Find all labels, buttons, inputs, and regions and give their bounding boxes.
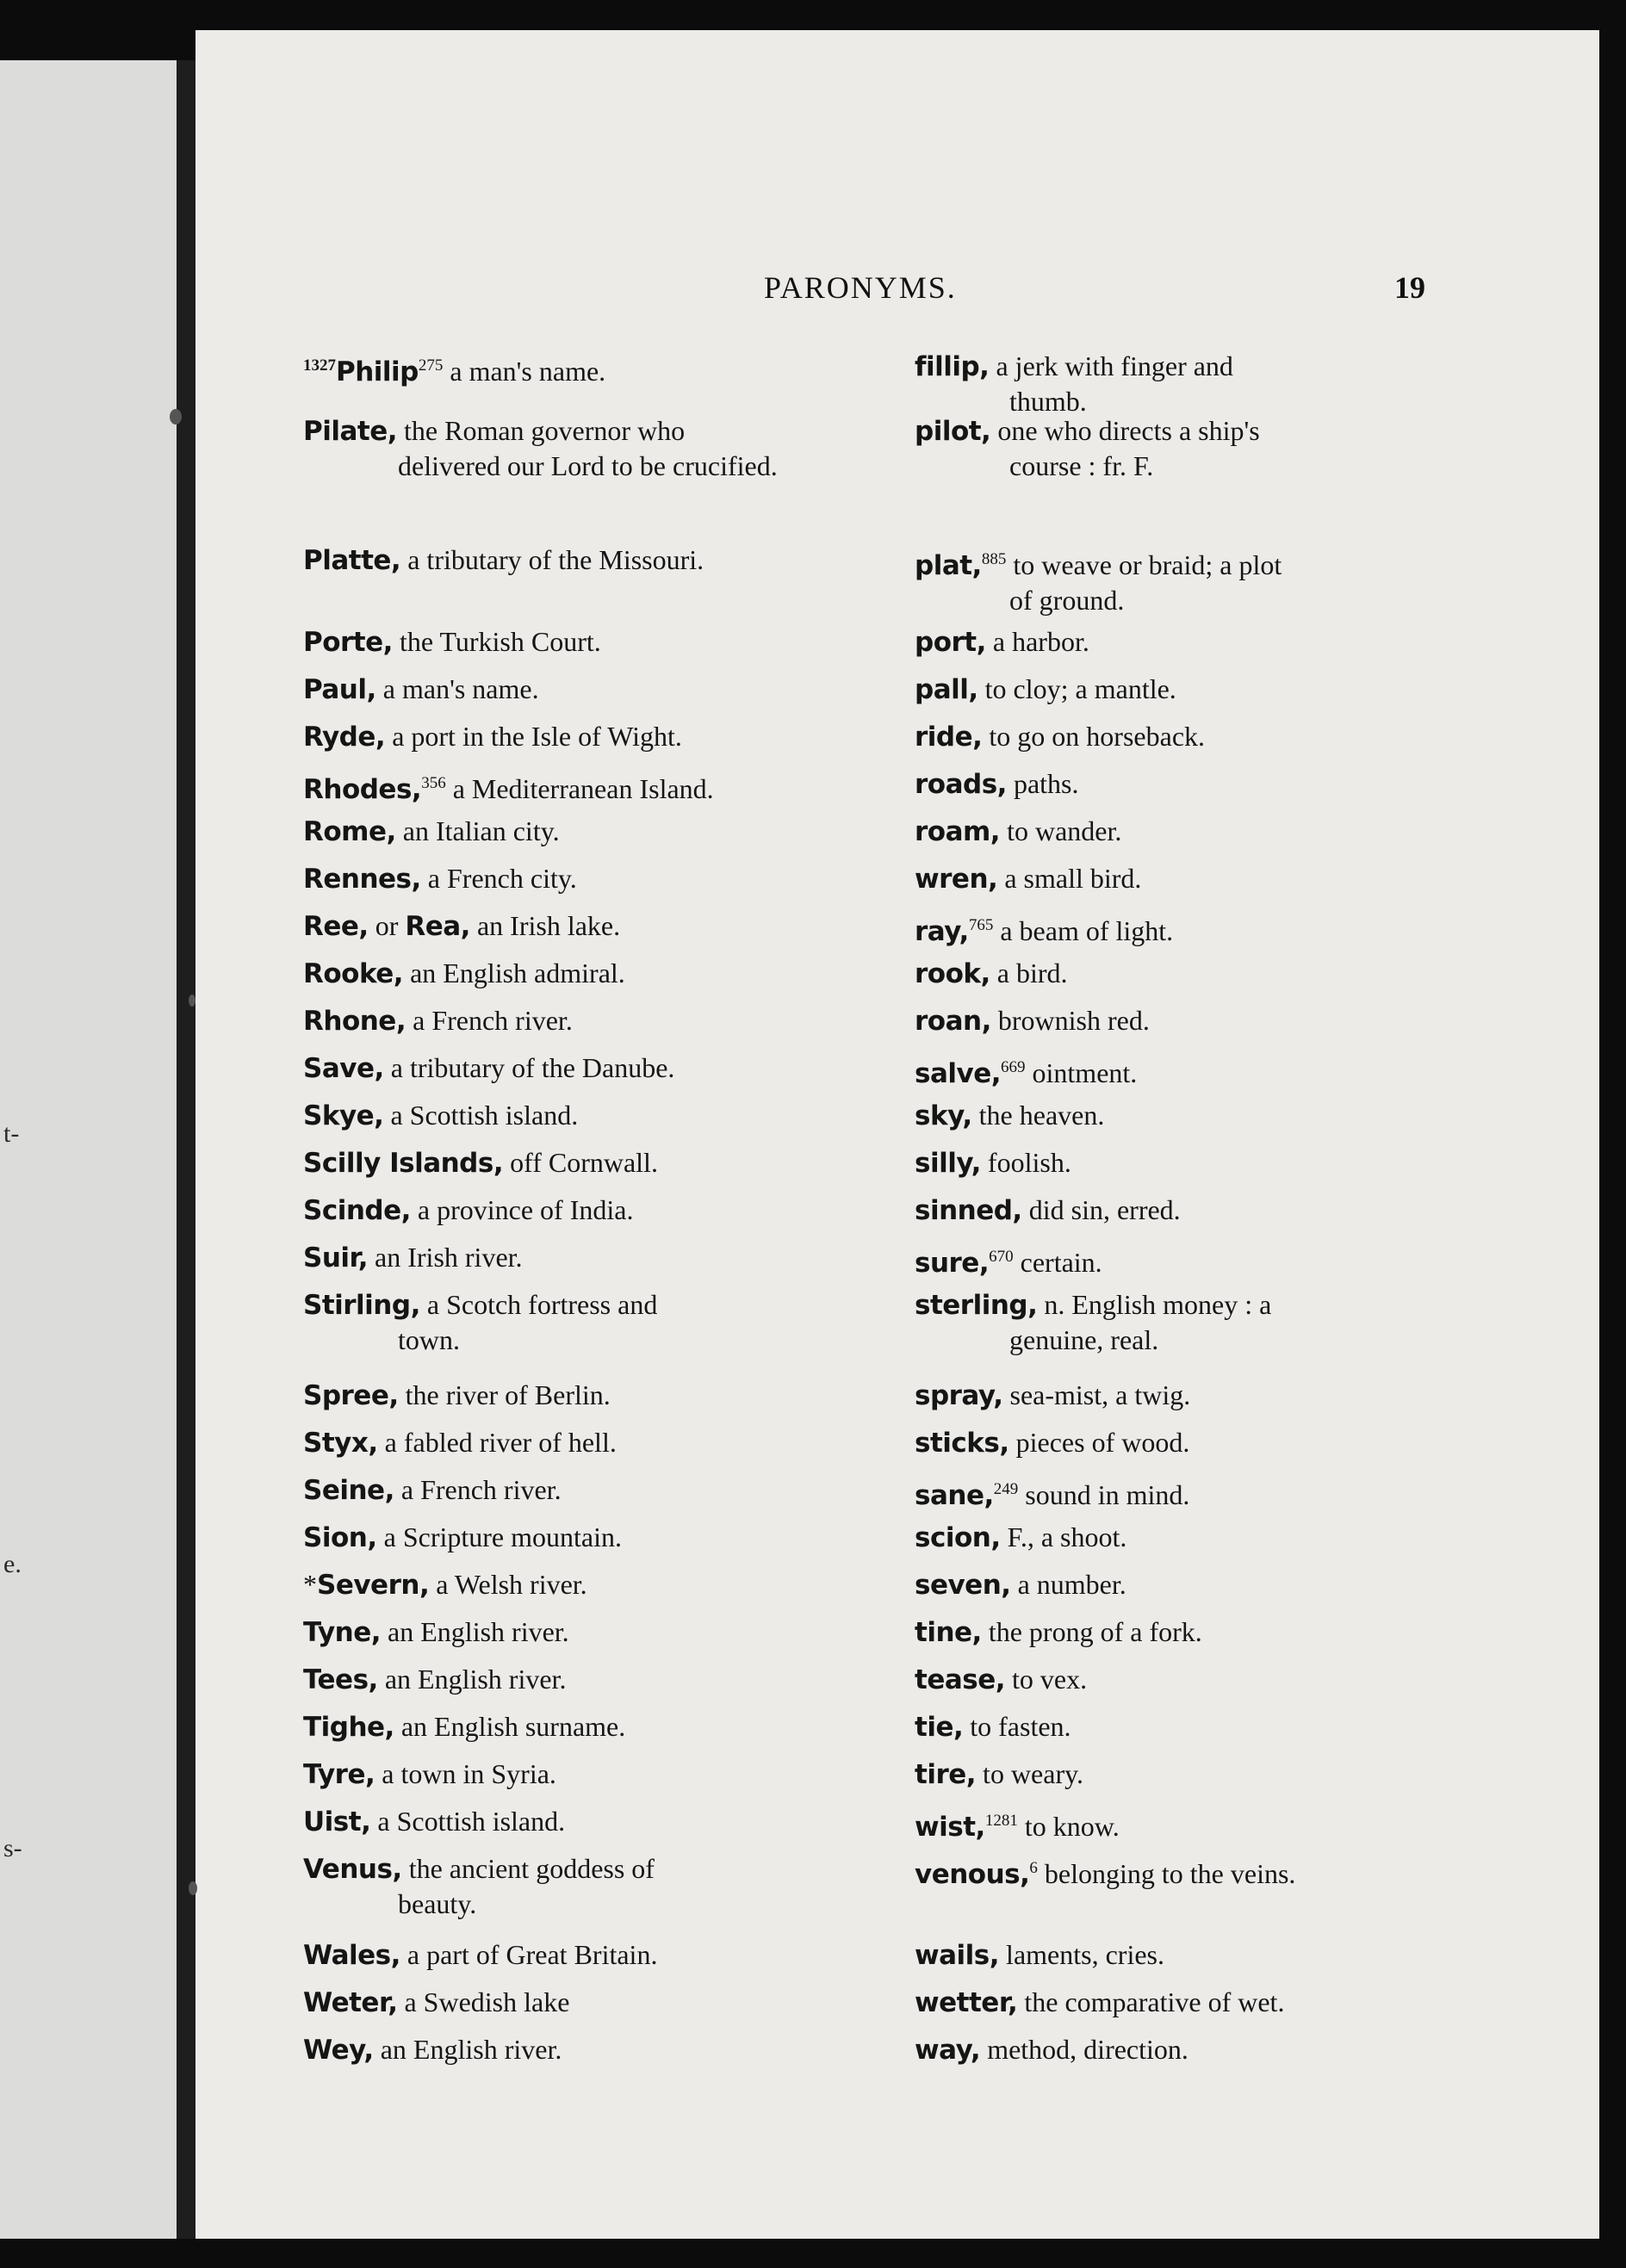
paronym-entry — [303, 1567, 854, 1602]
paronym-entry — [915, 1378, 1509, 1413]
entry-definition: an English surname. — [394, 1711, 626, 1742]
paronym-entry — [915, 1050, 1509, 1091]
entry-headword: ray, — [915, 916, 969, 947]
entry-definition-continuation: thumb. — [1009, 386, 1087, 417]
entry-headword: wist, — [915, 1812, 985, 1843]
page-number: 19 — [1394, 270, 1425, 305]
paronym-entry — [915, 1614, 1509, 1650]
entry-definition: the ancient goddess of — [401, 1853, 655, 1884]
paronym-entry — [303, 861, 854, 896]
entry-definition: a Scottish island. — [383, 1100, 579, 1131]
entry-definition: a Mediterranean Island. — [445, 773, 714, 804]
entry-definition-continuation: beauty. — [398, 1888, 477, 1919]
entry-definition: method, direction. — [980, 2034, 1188, 2065]
entry-reference-number: 669 — [1001, 1058, 1026, 1076]
entry-headword: Wey, — [303, 2035, 374, 2066]
entry-definition: belonging to the veins. — [1037, 1858, 1296, 1889]
paronym-entry — [303, 1472, 854, 1508]
entry-definition: the prong of a fork. — [981, 1616, 1202, 1647]
paronym-entry — [915, 1003, 1509, 1038]
entry-definition: to vex. — [1005, 1664, 1088, 1695]
entry-headword: sane, — [915, 1480, 994, 1511]
entry-headword: tease, — [915, 1664, 1006, 1695]
paronym-entry — [915, 1567, 1509, 1602]
entry-headword: Sion, — [303, 1522, 377, 1553]
left-page-fragment: e. — [3, 1550, 22, 1578]
paronym-entry — [303, 1050, 854, 1086]
entry-headword: Venus, — [303, 1854, 402, 1885]
entry-headword: Scinde, — [303, 1195, 411, 1226]
entry-headword: Rhodes, — [303, 774, 422, 805]
entry-definition: pieces of wood. — [1008, 1427, 1190, 1458]
entry-headword: Tyne, — [303, 1617, 382, 1648]
entry-definition: a tributary of the Missouri. — [400, 544, 704, 575]
entry-reference-number: 1281 — [984, 1812, 1018, 1830]
entry-headword: Styx, — [303, 1428, 378, 1459]
entry-definition: a number. — [1010, 1569, 1126, 1600]
entry-definition: a French river. — [394, 1474, 562, 1505]
paronym-entry — [303, 1145, 854, 1180]
entry-definition: a Scripture mountain. — [376, 1521, 622, 1552]
paronym-entry — [303, 1378, 854, 1413]
entry-marker: * — [303, 1569, 317, 1600]
entry-headword: pilot, — [915, 416, 991, 447]
paronym-entry — [915, 1287, 1509, 1357]
entry-headword: roan, — [915, 1006, 991, 1037]
entry-definition: a small bird. — [997, 863, 1142, 894]
entry-headword: silly, — [915, 1148, 981, 1179]
paronym-entry — [303, 413, 854, 483]
entry-definition: or — [368, 910, 406, 941]
paronym-entry — [915, 1193, 1509, 1228]
paronym-entry — [915, 861, 1509, 896]
entry-definition: F., a shoot. — [1000, 1521, 1127, 1552]
entry-definition: the heaven. — [971, 1100, 1105, 1131]
entry-headword: tie, — [915, 1712, 964, 1743]
entry-definition-continuation: of ground. — [1009, 585, 1125, 616]
paronym-entry — [303, 1614, 854, 1650]
paronym-entry — [303, 1709, 854, 1744]
paronym-entry — [303, 624, 854, 660]
entry-definition: to fasten. — [963, 1711, 1071, 1742]
entry-definition-continuation: genuine, real. — [1009, 1324, 1159, 1355]
entry-definition: a Welsh river. — [429, 1569, 587, 1600]
paronym-entry — [915, 956, 1509, 991]
entry-headword: sinned, — [915, 1195, 1022, 1226]
paronym-entry — [303, 1757, 854, 1792]
paronym-entry — [303, 1193, 854, 1228]
paronym-entry — [303, 908, 854, 944]
entry-headword: Suir, — [303, 1242, 369, 1273]
paronym-entry — [303, 1985, 854, 2020]
paronym-entry — [915, 1757, 1509, 1792]
paronym-entry — [303, 1003, 854, 1038]
paronym-entry — [915, 349, 1509, 418]
entry-headword: roam, — [915, 816, 1001, 847]
entry-definition: a Scotch fortress and — [419, 1289, 658, 1320]
paronym-entry — [303, 1804, 854, 1839]
entry-headword: wails, — [915, 1940, 1000, 1971]
paronym-entry — [915, 1937, 1509, 1973]
entry-definition: a fabled river of hell. — [377, 1427, 617, 1458]
entry-headword: Seine, — [303, 1475, 394, 1506]
print-speck — [170, 409, 182, 424]
entry-headword: spray, — [915, 1380, 1003, 1411]
entry-reference-number: 356 — [421, 774, 446, 792]
entry-headword: Philip — [336, 356, 419, 387]
entry-definition: a man's name. — [375, 673, 539, 704]
paronym-entry — [303, 766, 854, 807]
entry-definition: brownish red. — [990, 1005, 1150, 1036]
entry-headword: Stirling, — [303, 1290, 420, 1321]
paronym-entry — [915, 1520, 1509, 1555]
entry-headword: wren, — [915, 864, 998, 895]
entry-definition: to wander. — [1000, 815, 1122, 846]
entry-reference-number: 885 — [981, 550, 1007, 568]
entry-definition: the river of Berlin. — [398, 1379, 611, 1410]
paronym-entry — [303, 542, 854, 578]
entry-definition: to weave or braid; a plot — [1006, 549, 1282, 580]
paronym-entry — [915, 719, 1509, 754]
paronym-entry — [915, 413, 1509, 483]
paronym-entry — [303, 814, 854, 849]
paronym-entry — [303, 1240, 854, 1275]
entry-definition: an Italian city. — [395, 815, 560, 846]
paronym-entry — [915, 814, 1509, 849]
print-speck — [189, 995, 195, 1007]
entry-headword: sterling, — [915, 1290, 1038, 1321]
entry-definition: a town in Syria. — [375, 1758, 556, 1789]
entry-definition-continuation: town. — [398, 1324, 460, 1355]
entry-definition: a jerk with finger and — [989, 350, 1233, 381]
entry-headword: roads, — [915, 769, 1007, 800]
entry-definition: one who directs a ship's — [990, 415, 1260, 446]
paronym-entry — [915, 542, 1509, 617]
entry-definition: laments, cries. — [999, 1939, 1164, 1970]
entry-headword: Porte, — [303, 627, 393, 658]
entry-reference-number: 275 — [418, 356, 444, 375]
entry-reference-number: 249 — [993, 1480, 1019, 1498]
entry-headword: Tyre, — [303, 1759, 375, 1790]
entry-headword: Rome, — [303, 816, 396, 847]
paronym-entry — [915, 1145, 1509, 1180]
paronym-entry — [303, 1662, 854, 1697]
entry-headword: Skye, — [303, 1100, 384, 1131]
entry-headword: Ryde, — [303, 722, 386, 753]
entry-headword: Rennes, — [303, 864, 421, 895]
entry-number: 1327 — [303, 356, 336, 375]
entry-headword: Spree, — [303, 1380, 399, 1411]
entry-headword: sticks, — [915, 1428, 1009, 1459]
paronym-entry — [915, 1240, 1509, 1280]
entry-headword: Paul, — [303, 674, 376, 705]
entry-definition: a beam of light. — [993, 915, 1174, 946]
paronym-entry — [303, 349, 854, 389]
entry-headword: tine, — [915, 1617, 982, 1648]
book-page — [195, 30, 1599, 2239]
entry-definition: a man's name. — [443, 356, 606, 387]
entry-definition: to cloy; a mantle. — [977, 673, 1176, 704]
entry-headword: salve, — [915, 1058, 1002, 1089]
entry-headword: Tees, — [303, 1664, 378, 1695]
entry-definition: the Turkish Court. — [392, 626, 601, 657]
entry-definition: the Roman governor who — [397, 415, 686, 446]
print-speck — [189, 1881, 197, 1895]
entry-headword: wetter, — [915, 1987, 1018, 2018]
paronym-entry — [303, 1425, 854, 1460]
entry-headword: Scilly Islands, — [303, 1148, 504, 1179]
entry-headword: tire, — [915, 1759, 977, 1790]
entry-definition: a bird. — [990, 957, 1068, 988]
paronym-entry — [915, 1709, 1509, 1744]
entry-definition: a tributary of the Danube. — [383, 1052, 675, 1083]
entry-definition: an English river. — [381, 1616, 569, 1647]
paronym-entry — [915, 2032, 1509, 2067]
entry-definition: a harbor. — [985, 626, 1089, 657]
paronym-entry — [303, 1851, 854, 1921]
paronym-entry — [303, 719, 854, 754]
book-spine — [177, 60, 195, 2239]
paronym-entry — [303, 1287, 854, 1357]
paronym-entry — [915, 1985, 1509, 2020]
entry-headword: Ree, — [303, 911, 369, 942]
entry-definition: a part of Great Britain. — [400, 1939, 658, 1970]
paronym-entry — [303, 1937, 854, 1973]
left-page-fragment: t- — [3, 1119, 20, 1148]
entry-headword: plat, — [915, 550, 982, 581]
paronym-entry — [915, 624, 1509, 660]
entry-definition: foolish. — [980, 1147, 1071, 1178]
entry-definition: to know. — [1017, 1811, 1120, 1842]
entry-headword: ride, — [915, 722, 983, 753]
entry-definition: an Irish river. — [368, 1242, 523, 1273]
paronym-entry — [915, 1098, 1509, 1133]
entry-headword: pall, — [915, 674, 978, 705]
paronym-entry — [915, 1851, 1509, 1892]
entry-definition: a province of India. — [410, 1194, 634, 1225]
left-page-edge — [0, 60, 177, 2239]
entry-definition: an English river. — [373, 2034, 562, 2065]
paronym-entry — [303, 672, 854, 707]
entry-headword: sky, — [915, 1100, 972, 1131]
entry-definition: a French city. — [420, 863, 577, 894]
entry-definition: the comparative of wet. — [1017, 1986, 1285, 2017]
entry-reference-number: 765 — [968, 916, 994, 934]
entry-headword: Pilate, — [303, 416, 398, 447]
entry-headword: Rea, — [405, 911, 470, 942]
entry-headword: Wales, — [303, 1940, 400, 1971]
entry-headword: Uist, — [303, 1806, 371, 1837]
entry-headword: fillip, — [915, 351, 990, 382]
entry-definition: did sin, erred. — [1021, 1194, 1181, 1225]
entry-definition: an English admiral. — [403, 957, 625, 988]
entry-headword: Rooke, — [303, 958, 404, 989]
entry-headword: Rhone, — [303, 1006, 406, 1037]
entry-definition: a Scottish island. — [370, 1806, 566, 1837]
paronym-entry — [303, 1520, 854, 1555]
paronym-entry — [915, 908, 1509, 949]
entry-definition: to go on horseback. — [982, 721, 1206, 752]
entry-definition: sea-mist, a twig. — [1002, 1379, 1191, 1410]
entry-headword: scion, — [915, 1522, 1001, 1553]
entry-definition: certain. — [1013, 1247, 1102, 1278]
entry-definition: off Cornwall. — [503, 1147, 658, 1178]
entry-headword: Tighe, — [303, 1712, 394, 1743]
paronym-entry — [303, 2032, 854, 2067]
entry-headword: sure, — [915, 1248, 990, 1279]
paronym-entry — [915, 1804, 1509, 1844]
entry-definition: paths. — [1006, 768, 1079, 799]
entry-definition-continuation: course : fr. F. — [1009, 450, 1154, 481]
paronym-entry — [915, 766, 1509, 802]
entry-definition: a port in the Isle of Wight. — [385, 721, 682, 752]
entry-headword: seven, — [915, 1570, 1011, 1601]
entry-definition: to weary. — [976, 1758, 1084, 1789]
entry-definition: n. English money : a — [1037, 1289, 1272, 1320]
entry-reference-number: 670 — [989, 1248, 1014, 1266]
entry-headword: way, — [915, 2035, 981, 2066]
page-title: PARONYMS. — [764, 270, 957, 305]
entry-reference-number: 6 — [1029, 1859, 1038, 1877]
entry-definition: a Swedish lake — [397, 1986, 570, 2017]
entry-headword: Weter, — [303, 1987, 398, 2018]
entry-headword: Severn, — [317, 1570, 430, 1601]
entry-headword: port, — [915, 627, 986, 658]
left-page-fragment: s- — [3, 1834, 22, 1862]
entry-definition-continuation: delivered our Lord to be crucified. — [398, 450, 778, 481]
paronym-entry — [915, 1662, 1509, 1697]
entry-headword: rook, — [915, 958, 990, 989]
entry-definition: sound in mind. — [1018, 1479, 1190, 1510]
paronym-entry — [303, 956, 854, 991]
entry-definition: an English river. — [377, 1664, 567, 1695]
entry-definition: ointment. — [1025, 1057, 1138, 1088]
entry-definition: an Irish lake. — [469, 910, 621, 941]
entry-headword: venous, — [915, 1859, 1030, 1890]
paronym-entry — [915, 1472, 1509, 1513]
entry-headword: Save, — [303, 1053, 384, 1084]
paronym-entry — [915, 1425, 1509, 1460]
paronym-entry — [303, 1098, 854, 1133]
entry-headword: Platte, — [303, 545, 401, 576]
entry-definition: a French river. — [406, 1005, 573, 1036]
paronym-entry — [915, 672, 1509, 707]
